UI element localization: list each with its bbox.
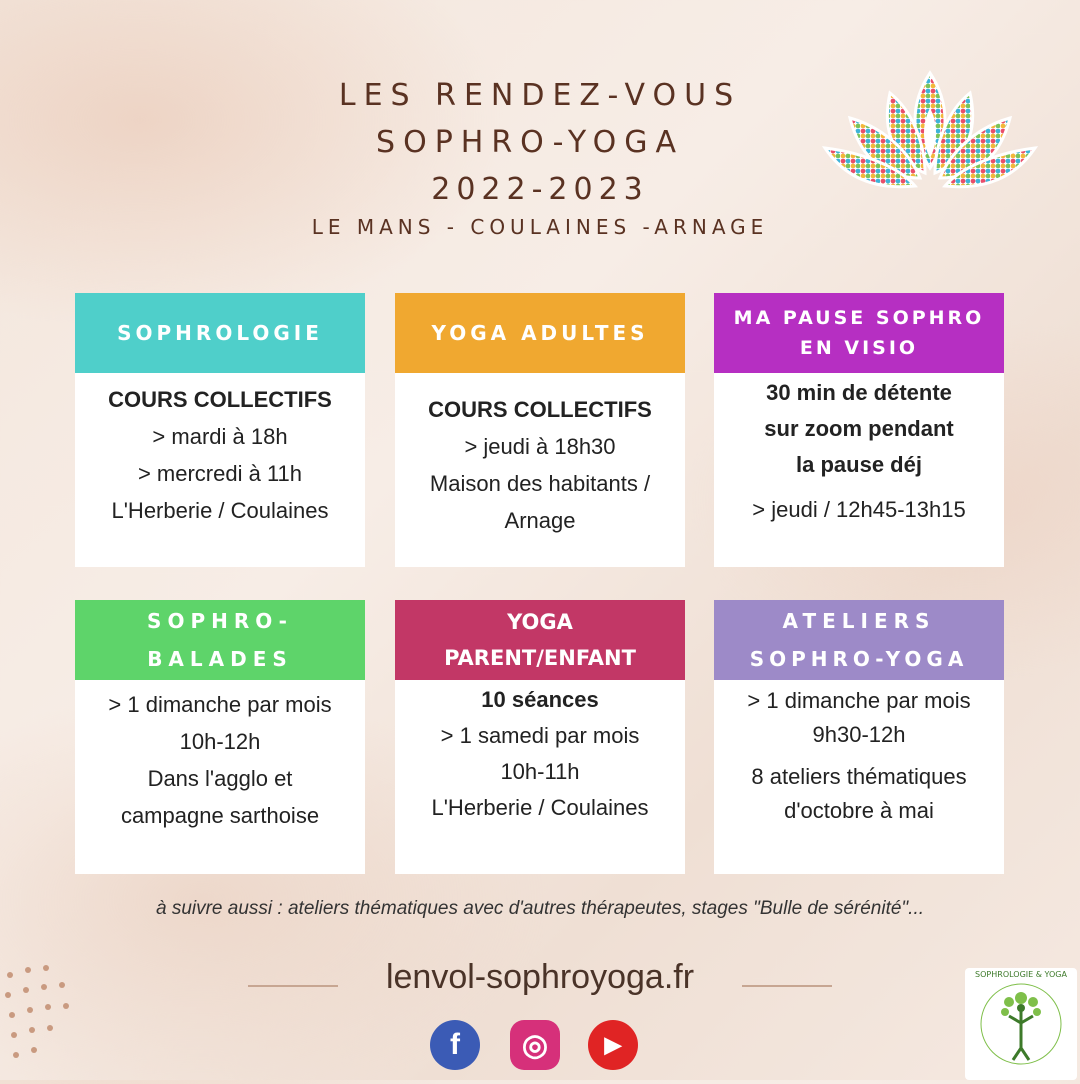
- card-title: SOPHRO-YOGA: [749, 647, 969, 671]
- card-title: SOPHRO-: [147, 609, 293, 633]
- card-line: L'Herberie / Coulaines: [111, 498, 329, 523]
- card-body: [395, 373, 685, 567]
- card-line: campagne sarthoise: [120, 803, 320, 828]
- title-line-3: 2022-2023: [431, 172, 649, 207]
- card-header: [395, 600, 685, 680]
- divider-left: [248, 985, 338, 987]
- card-line: > mardi à 18h: [152, 424, 288, 449]
- card-title: BALADES: [147, 647, 293, 671]
- card-body: [395, 680, 685, 874]
- card-line: COURS COLLECTIFS: [428, 397, 652, 422]
- card-line: 30 min de détente: [766, 380, 952, 405]
- card-line: Dans l'agglo et: [147, 766, 293, 791]
- card-line: 10h-12h: [179, 729, 261, 754]
- lotus-icon: [820, 68, 1040, 198]
- brand-logo: [965, 968, 1077, 1080]
- card-header: [395, 293, 685, 373]
- card-line: la pause déj: [796, 452, 922, 477]
- card-title: PARENT/ENFANT: [444, 646, 636, 670]
- title-line-1: LES RENDEZ-VOUS: [338, 78, 742, 113]
- card-header: [714, 600, 1004, 680]
- card-body: [75, 680, 365, 874]
- card-line: Maison des habitants /: [429, 471, 651, 496]
- logo-icon: [965, 968, 1077, 1080]
- card-line: 9h30-12h: [812, 722, 906, 747]
- card-title: ATELIERS: [782, 609, 936, 633]
- card-line: > jeudi à 18h30: [464, 434, 616, 459]
- card-line: > 1 dimanche par mois: [747, 688, 971, 713]
- card-line: 8 ateliers thématiques: [751, 764, 967, 789]
- card-header: [75, 600, 365, 680]
- card-line: > mercredi à 11h: [137, 461, 303, 486]
- card-line: d'octobre à mai: [784, 798, 934, 823]
- card-body: [714, 373, 1004, 567]
- instagram-icon[interactable]: ◎: [510, 1020, 560, 1070]
- title-line-2: SOPHRO-YOGA: [376, 125, 684, 160]
- card-body: [75, 373, 365, 567]
- website-link[interactable]: lenvol-sophroyoga.fr: [385, 958, 695, 996]
- card-line: 10h-11h: [500, 759, 580, 784]
- card-line: sur zoom pendant: [764, 416, 954, 441]
- card-title: EN VISIO: [799, 337, 919, 359]
- card-title: SOPHROLOGIE: [117, 321, 323, 345]
- card-line: 10 séances: [481, 687, 599, 712]
- card-body: [714, 680, 1004, 874]
- card-title: YOGA ADULTES: [431, 321, 649, 345]
- card-line: > 1 dimanche par mois: [108, 692, 332, 717]
- card-line: L'Herberie / Coulaines: [431, 795, 649, 820]
- card-title: MA PAUSE SOPHRO: [733, 307, 985, 329]
- youtube-icon[interactable]: ▶: [588, 1020, 638, 1070]
- card-header: [714, 293, 1004, 373]
- card-line: > jeudi / 12h45-13h15: [752, 497, 966, 522]
- card-line: Arnage: [504, 508, 576, 533]
- logo-text: SOPHROLOGIE & YOGA: [975, 970, 1067, 979]
- decorative-dots: [0, 960, 90, 1080]
- facebook-icon[interactable]: f: [430, 1020, 480, 1070]
- card-header: [75, 293, 365, 373]
- title-locations: LE MANS - COULAINES -ARNAGE: [311, 215, 769, 239]
- footer-note: à suivre aussi : ateliers thématiques avec d'autres thérapeutes, stages "Bulle de sérénité"...: [155, 898, 925, 919]
- card-line: > 1 samedi par mois: [440, 723, 640, 748]
- card-line: COURS COLLECTIFS: [108, 387, 332, 412]
- card-title: YOGA: [507, 610, 573, 634]
- divider-right: [742, 985, 832, 987]
